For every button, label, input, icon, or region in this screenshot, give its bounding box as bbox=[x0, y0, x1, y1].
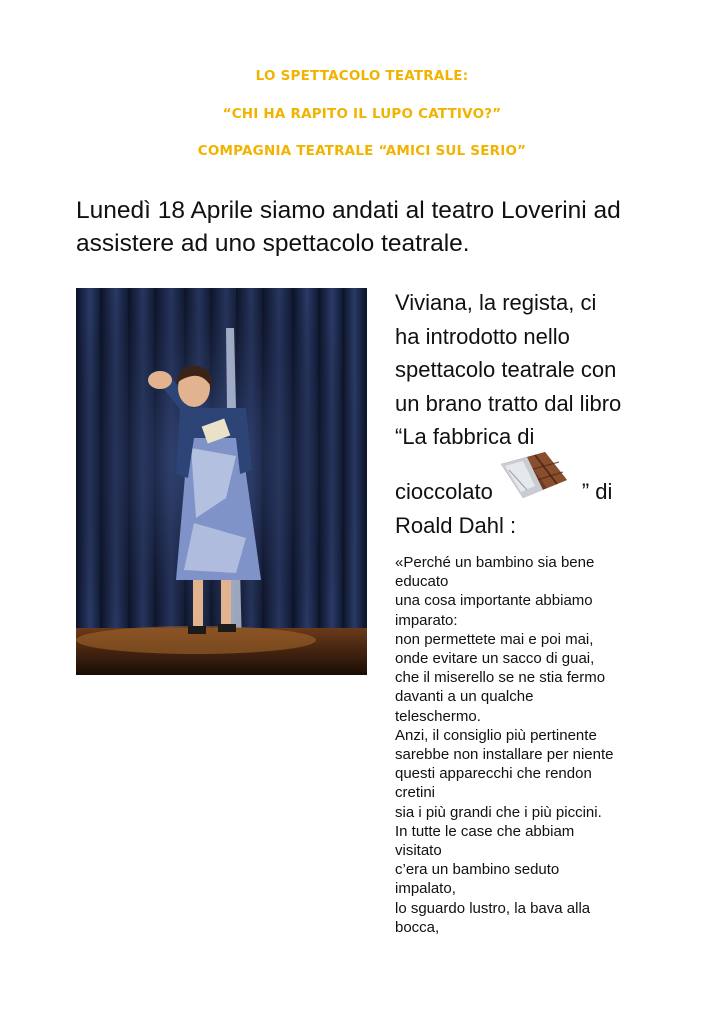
stage-photo bbox=[76, 288, 367, 675]
lead-line-1: Viviana, la regista, ci bbox=[395, 290, 597, 315]
poem-line: sia i più grandi che i più piccini. bbox=[395, 803, 602, 821]
poem-line: bocca, bbox=[395, 918, 440, 936]
poem-excerpt bbox=[395, 553, 695, 937]
poem-line: onde evitare un sacco di guai, bbox=[395, 650, 595, 668]
title-line-3: COMPAGNIA TEATRALE “AMICI SUL SERIO” bbox=[197, 143, 527, 159]
poem-line: lo sguardo lustro, la bava alla bbox=[395, 899, 591, 917]
poem-line: Anzi, il consiglio più pertinente bbox=[395, 726, 597, 744]
poem-line: c’era un bambino seduto bbox=[395, 861, 560, 879]
lead-paragraph bbox=[395, 286, 695, 454]
chocolate-bar-icon bbox=[497, 450, 571, 500]
poem-line: sarebbe non installare per niente bbox=[395, 746, 614, 764]
lead-line-6-end: ” di bbox=[581, 479, 613, 504]
title-line-2: “CHI HA RAPITO IL LUPO CATTIVO?” bbox=[222, 106, 502, 122]
intro-line-2: assistere ad uno spettacolo teatrale. bbox=[76, 230, 470, 257]
lead-line-2: ha introdotto nello bbox=[395, 323, 570, 349]
poem-line: visitato bbox=[395, 842, 442, 860]
lead-line-3: spettacolo teatrale con bbox=[395, 357, 617, 382]
stage-photo-illustration bbox=[76, 288, 367, 675]
poem-line: non permettete mai e poi mai, bbox=[395, 630, 594, 648]
intro-paragraph bbox=[76, 194, 676, 260]
lead-line-6-word: cioccolato bbox=[395, 479, 493, 504]
poem-line: davanti a un qualche bbox=[395, 688, 534, 706]
poem-line: «Perché un bambino sia bene bbox=[395, 554, 595, 571]
title-line-1: LO SPETTACOLO TEATRALE: bbox=[255, 68, 469, 84]
poem-line: imparato: bbox=[395, 611, 458, 629]
lead-line-4: un brano tratto dal libro bbox=[395, 390, 622, 416]
poem-line: teleschermo. bbox=[395, 707, 481, 725]
intro-line-1: Lunedì 18 Aprile siamo andati al teatro Loverini ad bbox=[76, 197, 621, 224]
poem-line: educato bbox=[395, 573, 449, 591]
poem-line: impalato, bbox=[395, 880, 456, 898]
lead-line-5: “La fabbrica di bbox=[395, 424, 535, 449]
poem-line: cretini bbox=[395, 784, 436, 802]
poem-line: una cosa importante abbiamo bbox=[395, 592, 593, 610]
lead-line-7: Roald Dahl : bbox=[395, 512, 517, 538]
poem-line: In tutte le case che abbiam bbox=[395, 822, 575, 840]
poem-line: questi apparecchi che rendon bbox=[395, 765, 592, 783]
poem-line: che il miserello se ne stia fermo bbox=[395, 669, 606, 687]
